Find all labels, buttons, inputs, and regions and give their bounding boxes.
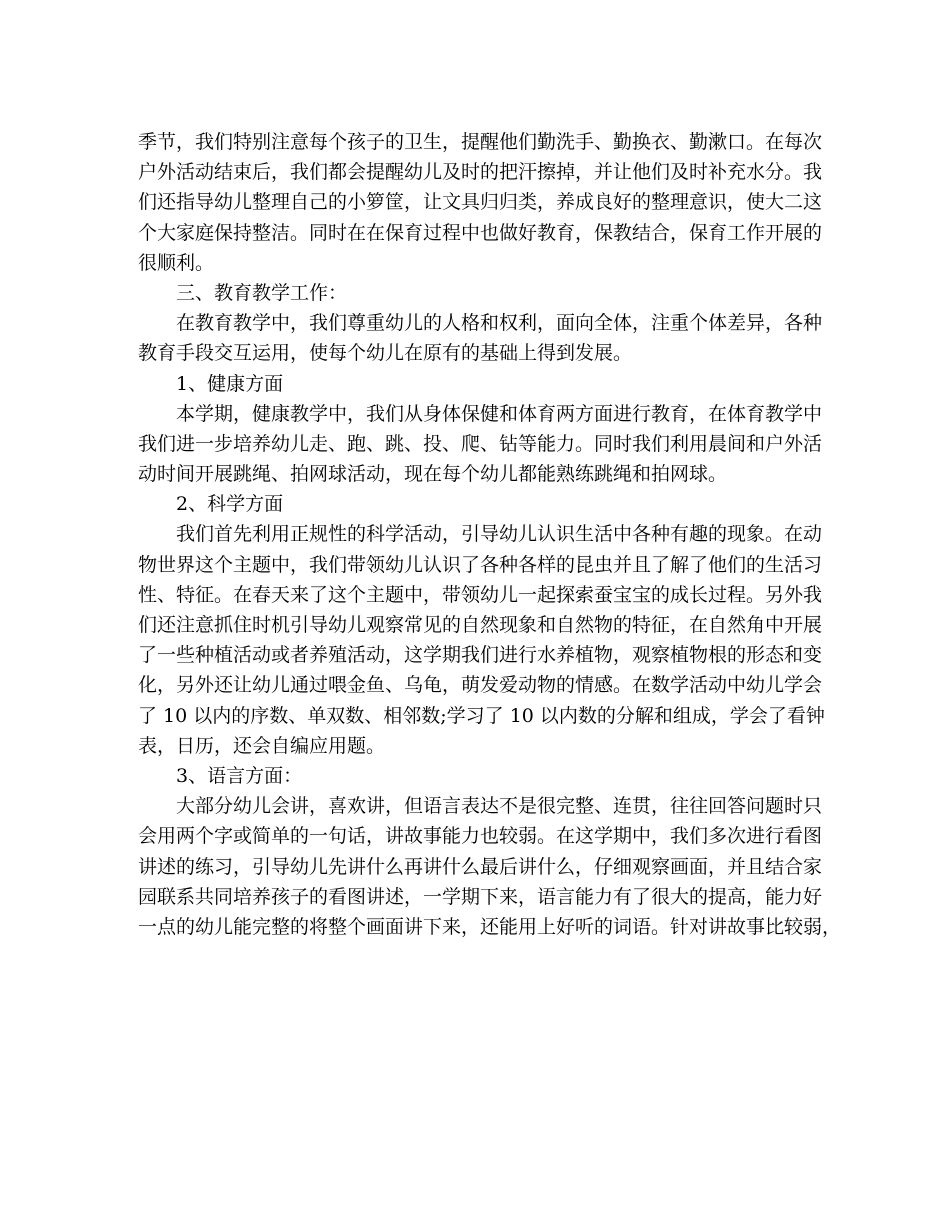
text-line: 了一些种植活动或者养殖活动，这学期我们进行水养植物，观察植物根的形态和变 (138, 644, 823, 667)
subheading-language: 3、语言方面： (176, 764, 303, 787)
paragraph-hygiene-continued (138, 127, 823, 278)
text-line: 化，另外还让幼儿通过喂金鱼、乌龟，萌发爱动物的情感。在数学活动中幼儿学会 (138, 674, 823, 697)
subheading-health: 1、健康方面 (176, 372, 284, 395)
section-heading-education: 三、教育教学工作： (176, 281, 348, 304)
text-line: 我们进一步培养幼儿走、跑、跳、投、爬、钻等能力。同时我们利用晨间和户外活 (138, 432, 823, 455)
text-line: 很顺利。 (138, 251, 215, 274)
text-line: 个大家庭保持整洁。同时在在保育过程中也做好教育，保教结合，保育工作开展的 (138, 221, 823, 244)
text-line: 物世界这个主题中，我们带领幼儿认识了各种各样的昆虫并且了解了他们的生活习 (138, 553, 823, 576)
text-line: 季节，我们特别注意每个孩子的卫生，提醒他们勤洗手、勤换衣、勤漱口。在每次 (138, 131, 823, 153)
text-line: 讲述的练习，引导幼儿先讲什么再讲什么最后讲什么，仔细观察画面，并且结合家 (138, 855, 823, 878)
text-line: 动时间开展跳绳、拍网球活动，现在每个幼儿都能熟练跳绳和拍网球。 (138, 463, 728, 486)
document-page (138, 127, 842, 942)
text-line: 户外活动结束后，我们都会提醒幼儿及时的把汗擦掉，并让他们及时补充水分。我 (138, 161, 823, 184)
text-line: 一点的幼儿能完整的将整个画面讲下来，还能用上好听的词语。针对讲故事比较弱， (138, 915, 842, 938)
text-line: 大部分幼儿会讲，喜欢讲，但语言表达不是很完整、连贯，往往回答问题时只 (176, 795, 823, 818)
text-line: 们还指导幼儿整理自己的小箩筐，让文具归归类，养成良好的整理意识，使大二这 (138, 191, 823, 214)
text-line: 们还注意抓住时机引导幼儿观察常见的自然现象和自然物的特征，在自然角中开展 (138, 614, 823, 636)
paragraph-science (138, 519, 825, 761)
paragraph-education-intro (138, 308, 823, 368)
paragraph-health (138, 399, 823, 490)
text-line: 性、特征。在春天来了这个主题中，带领幼儿一起探索蚕宝宝的成长过程。另外我 (138, 583, 823, 606)
text-line: 在教育教学中，我们尊重幼儿的人格和权利，面向全体，注重个体差异，各种 (176, 312, 823, 335)
text-line: 表，日历，还会自编应用题。 (138, 734, 386, 757)
text-line: 园联系共同培养孩子的看图讲述，一学期下来，语言能力有了很大的提高，能力好 (138, 885, 823, 908)
subheading-science: 2、科学方面 (176, 493, 284, 516)
text-line: 教育手段交互运用，使每个幼儿在原有的基础上得到发展。 (138, 342, 633, 365)
paragraph-language (138, 791, 842, 942)
text-line: 本学期，健康教学中，我们从身体保健和体育两方面进行教育，在体育教学中 (176, 402, 823, 425)
text-line: 会用两个字或简单的一句话，讲故事能力也较弱。在这学期中，我们多次进行看图 (138, 825, 823, 848)
text-line: 了 10 以内的序数、单双数、相邻数;学习了 10 以内数的分解和组成，学会了看钟 (138, 704, 825, 727)
text-line: 我们首先利用正规性的科学活动，引导幼儿认识生活中各种有趣的现象。在动 (176, 523, 823, 546)
